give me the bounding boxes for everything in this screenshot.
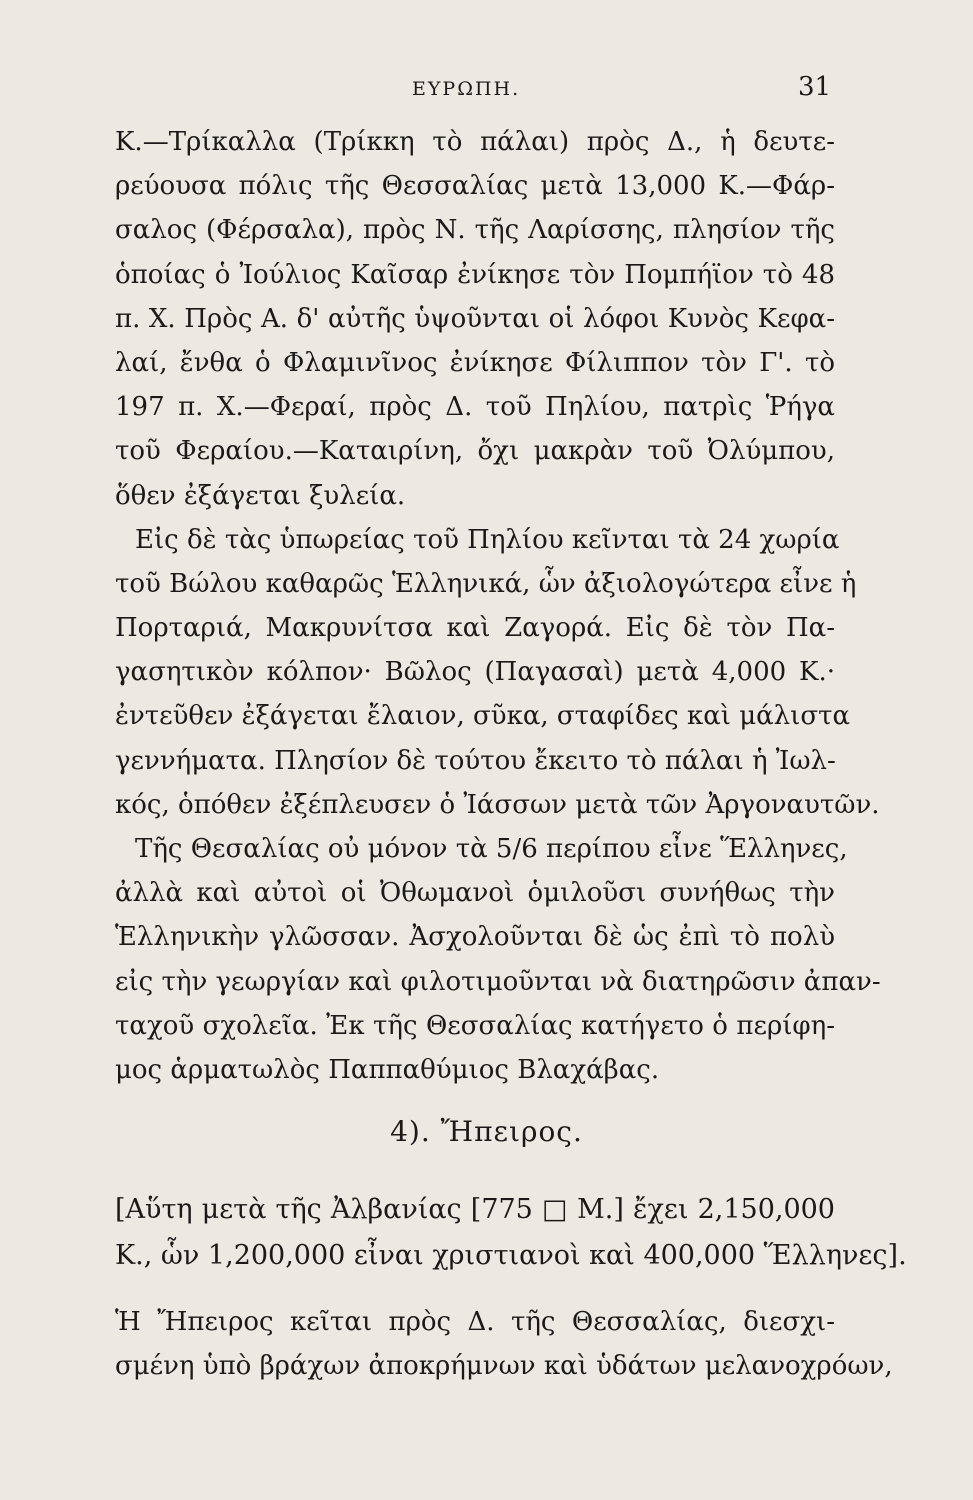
text-line: ὅθεν ἐξάγεται ξυλεία.	[115, 480, 406, 511]
text-line: τοῦ Βώλου καθαρῶς Ἑλληνικά, ὧν ἀξιολογώτερα εἶνε ἡ	[115, 568, 857, 599]
text-line: τοῦ Φεραίου.—Καταιρίνη, ὄχι μακρὰν τοῦ Ὀλύμπου,	[115, 436, 835, 467]
text-line: π. Χ. Πρὸς Α. δ' αὐτῆς ὑψοῦνται οἱ λόφοι Κυνὸς Κεφα-	[115, 303, 835, 334]
text-line: λαί, ἔνθα ὁ Φλαμινῖνος ἐνίκησε Φίλιππον τὸν Γ'. τὸ	[115, 347, 835, 378]
paragraph-trikala	[115, 120, 835, 518]
paragraph-population	[115, 827, 881, 1092]
section-heading: 4). Ἤπειρος.	[390, 1115, 583, 1148]
summary-line: [Αὕτη μετὰ τῆς Ἀλβανίας [775 □ Μ.] ἔχει 2,150,000	[115, 1194, 835, 1225]
text-line: ἀλλὰ καὶ αὐτοὶ οἱ Ὀθωμανοὶ ὁμιλοῦσι συνήθως τὴν	[115, 878, 835, 909]
paragraph-pelion	[115, 518, 880, 827]
paragraph-epirus	[115, 1300, 893, 1388]
text-line: γεννήματα. Πλησίον δὲ τούτου ἔκειτο τὸ πάλαι ἡ Ἰωλ-	[115, 745, 836, 776]
text-line: ταχοῦ σχολεῖα. Ἐκ τῆς Θεσσαλίας κατήγετο ὁ περίφη-	[115, 1010, 835, 1041]
body-text	[115, 120, 881, 1092]
page-header	[0, 68, 973, 108]
section-summary	[115, 1187, 907, 1279]
text-line: ἐντεῦθεν ἐξάγεται ἔλαιον, σῦκα, σταφίδες καὶ μάλιστα	[115, 701, 851, 732]
text-line: Ἑλληνικὴν γλῶσσαν. Ἀσχολοῦνται δὲ ὡς ἐπὶ τὸ πολὺ	[115, 922, 835, 953]
summary-line: Κ., ὧν 1,200,000 εἶναι χριστιανοὶ καὶ 400,000 Ἕλληνες].	[115, 1240, 907, 1271]
running-head: ΕΥΡΩΠΗ.	[412, 78, 521, 100]
text-line: ρεύουσα πόλις τῆς Θεσσαλίας μετὰ 13,000 Κ.—Φάρ-	[115, 171, 835, 202]
text-line: Τῆς Θεσαλίας οὐ μόνον τὰ 5/6 περίπου εἶνε Ἕλληνες,	[135, 834, 848, 864]
text-line: κός, ὁπόθεν ἐξέπλευσεν ὁ Ἰάσσων μετὰ τῶν Ἀργοναυτῶν.	[115, 789, 880, 820]
text-line: μος ἁρματωλὸς Παππαθύμιος Βλαχάβας.	[115, 1054, 660, 1085]
text-line: σμένη ὑπὸ βράχων ἀποκρήμνων καὶ ὑδάτων μελανοχρόων,	[115, 1351, 893, 1382]
text-line: ὁποίας ὁ Ἰούλιος Καῖσαρ ἐνίκησε τὸν Πομπήϊον τὸ 48	[115, 259, 835, 290]
text-line: 197 π. Χ.—Φεραί, πρὸς Δ. τοῦ Πηλίου, πατρὶς Ῥήγα	[115, 392, 835, 423]
text-line: Εἰς δὲ τὰς ὑπωρείας τοῦ Πηλίου κεῖνται τὰ 24 χωρία	[135, 524, 840, 555]
text-line: Ἡ Ἤπειρος κεῖται πρὸς Δ. τῆς Θεσσαλίας, διεσχι-	[115, 1307, 835, 1337]
text-line: σαλος (Φέρσαλα), πρὸς Ν. τῆς Λαρίσσης, πλησίον τῆς	[115, 215, 835, 246]
text-line: γασητικὸν κόλπον· Βῶλος (Παγασαὶ) μετὰ 4,000 Κ.·	[115, 657, 835, 688]
text-line: εἰς τὴν γεωργίαν καὶ φιλοτιμοῦνται νὰ διατηρῶσιν ἀπαν-	[115, 966, 881, 997]
page-number: 31	[798, 72, 832, 102]
text-line: Κ.—Τρίκαλλα (Τρίκκη τὸ πάλαι) πρὸς Δ., ἡ δευτε-	[115, 127, 835, 157]
text-line: Πορταριά, Μακρυνίτσα καὶ Ζαγορά. Εἰς δὲ τὸν Πα-	[115, 613, 835, 644]
